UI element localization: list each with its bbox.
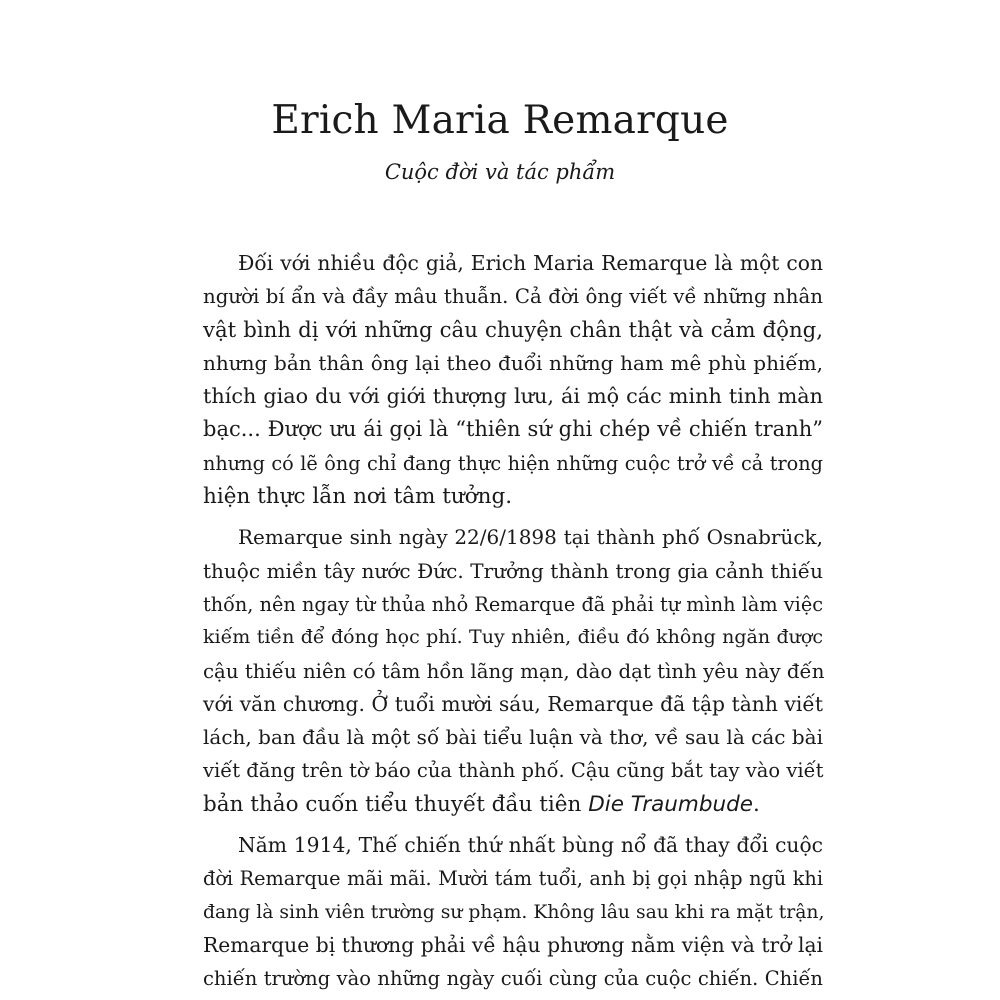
book-title-italic: Die Traumbude xyxy=(588,791,754,817)
paragraph xyxy=(203,829,823,995)
text-line: lách, ban đầu là một số bài tiểu luận và thơ, về sau là các bài xyxy=(203,725,823,750)
text-line: chiến trường vào những ngày cuối cùng của cuộc chiến. Chiến xyxy=(203,967,823,991)
text-line: Remarque bị thương phải về hậu phương nằm viện và trở lại xyxy=(203,932,823,957)
text-line: đời Remarque mãi mãi. Mười tám tuổi, anh bị gọi nhập ngũ khi xyxy=(203,867,823,891)
paragraph xyxy=(203,521,823,821)
text-line: cậu thiếu niên có tâm hồn lãng mạn, dào dạt tình yêu này đến xyxy=(203,659,825,683)
text-line: nhưng có lẽ ông chỉ đang thực hiện những cuộc trở về cả trong xyxy=(203,451,823,475)
text-line: đang là sinh viên trường sư phạm. Không lâu sau khi ra mặt trận, xyxy=(203,901,825,923)
body-text xyxy=(203,247,823,996)
text-line xyxy=(203,788,823,821)
text-line: viết đăng trên tờ báo của thành phố. Cậu cũng bắt tay vào viết xyxy=(203,759,824,783)
text-line-prefix: bản thảo cuốn tiểu thuyết đầu tiên xyxy=(203,791,589,817)
text-line: nhưng bản thân ông lại theo đuổi những ham mê phù phiếm, xyxy=(203,350,823,375)
text-line: thích giao du với giới thượng lưu, ái mộ các minh tinh màn xyxy=(203,384,823,409)
text-line: với văn chương. Ở tuổi mười sáu, Remarque đã tập tành viết xyxy=(203,691,823,716)
text-line: vật bình dị với những câu chuyện chân thật và cảm động, xyxy=(203,317,823,343)
text-line: thuộc miền tây nước Đức. Trưởng thành trong gia cảnh thiếu xyxy=(203,558,823,583)
text-line: người bí ẩn và đầy mâu thuẫn. Cả đời ông viết về những nhân xyxy=(203,285,823,309)
text-line: Năm 1914, Thế chiến thứ nhất bùng nổ đã thay đổi cuộc xyxy=(238,833,823,858)
text-line: kiếm tiền để đóng học phí. Tuy nhiên, điều đó không ngăn được xyxy=(203,626,823,649)
text-line: bạc... Được ưu ái gọi là “thiên sứ ghi chép về chiến tranh” xyxy=(203,417,823,442)
text-line: thốn, nên ngay từ thủa nhỏ Remarque đã phải tự mình làm việc xyxy=(203,592,823,616)
page-subtitle: Cuộc đời và tác phẩm xyxy=(384,160,616,184)
paragraph xyxy=(203,247,823,513)
text-line: hiện thực lẫn nơi tâm tưởng. xyxy=(203,484,513,510)
text-line: Remarque sinh ngày 22/6/1898 tại thành phố Osnabrück, xyxy=(238,525,823,550)
page-title: Erich Maria Remarque xyxy=(271,98,729,143)
text-line-suffix: . xyxy=(753,791,760,817)
text-line: Đối với nhiều độc giả, Erich Maria Remarque là một con xyxy=(238,251,823,275)
